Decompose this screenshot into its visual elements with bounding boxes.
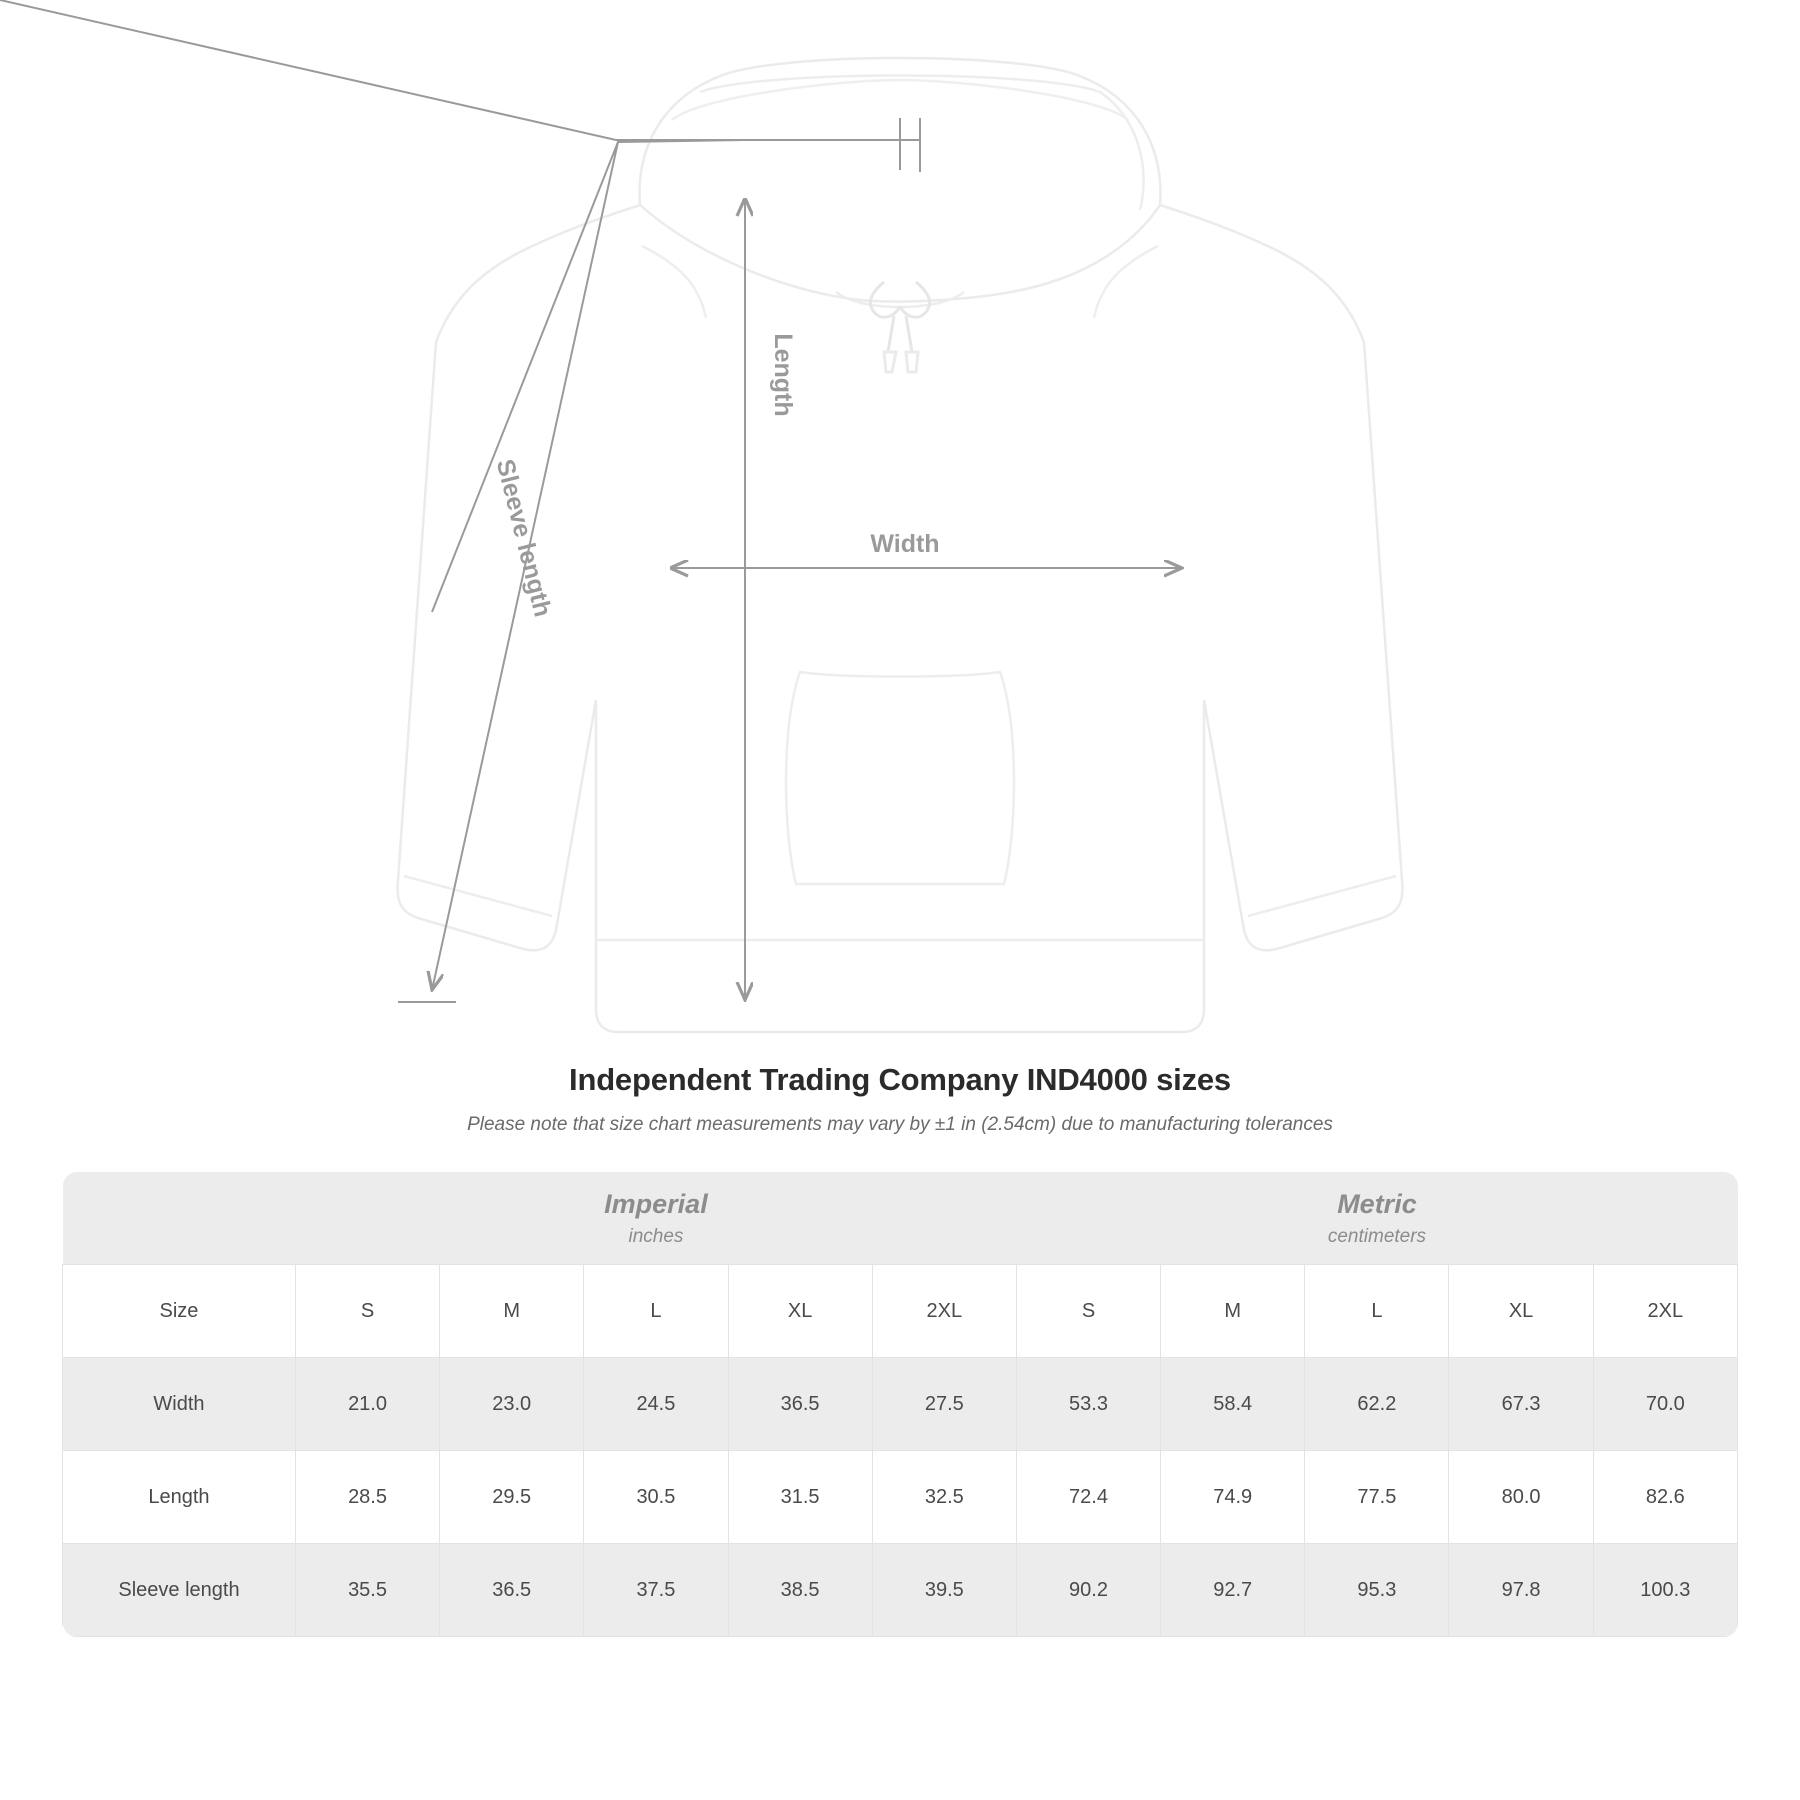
width-label: Width — [870, 530, 940, 558]
unit-metric-name: Metric — [1337, 1188, 1417, 1219]
row-label-width: Width — [63, 1358, 296, 1451]
table-row — [63, 1451, 1738, 1544]
table-row — [63, 1358, 1738, 1451]
table-cell: 36.5 — [440, 1544, 584, 1637]
table-cell: 58.4 — [1161, 1358, 1305, 1451]
unit-imperial-name: Imperial — [604, 1188, 708, 1219]
table-cell: 70.0 — [1593, 1358, 1737, 1451]
column-header-row — [63, 1265, 1738, 1358]
column-header-cell: 2XL — [1593, 1265, 1737, 1358]
table-cell: 27.5 — [872, 1358, 1016, 1451]
table-cell: 67.3 — [1449, 1358, 1593, 1451]
units-corner-cell — [63, 1172, 296, 1265]
column-header-cell: M — [1161, 1265, 1305, 1358]
unit-metric-sub: centimeters — [1327, 1226, 1427, 1248]
column-header-cell: S — [295, 1265, 439, 1358]
table-cell: 31.5 — [728, 1451, 872, 1544]
table-cell: 92.7 — [1161, 1544, 1305, 1637]
table-cell: 62.2 — [1305, 1358, 1449, 1451]
table-cell: 37.5 — [584, 1544, 728, 1637]
size-table — [62, 1172, 1738, 1637]
unit-group-imperial — [295, 1172, 1016, 1265]
table-cell: 100.3 — [1593, 1544, 1737, 1637]
table-cell: 36.5 — [728, 1358, 872, 1451]
column-header-cell: XL — [728, 1265, 872, 1358]
column-header-cell: M — [440, 1265, 584, 1358]
size-table-wrapper — [62, 1172, 1738, 1637]
table-cell: 32.5 — [872, 1451, 1016, 1544]
unit-group-metric — [1016, 1172, 1737, 1265]
table-cell: 53.3 — [1016, 1358, 1160, 1451]
table-cell: 29.5 — [440, 1451, 584, 1544]
table-cell: 90.2 — [1016, 1544, 1160, 1637]
chart-heading — [0, 1062, 1800, 1136]
page-title: Independent Trading Company IND4000 sizes — [569, 1062, 1231, 1097]
table-row — [63, 1544, 1738, 1637]
column-header-cell: L — [1305, 1265, 1449, 1358]
table-cell: 39.5 — [872, 1544, 1016, 1637]
table-cell: 21.0 — [295, 1358, 439, 1451]
column-header-cell: L — [584, 1265, 728, 1358]
table-cell: 77.5 — [1305, 1451, 1449, 1544]
table-cell: 82.6 — [1593, 1451, 1737, 1544]
table-cell: 95.3 — [1305, 1544, 1449, 1637]
sleeve-length-label: Sleeve length — [490, 456, 557, 620]
table-cell: 97.8 — [1449, 1544, 1593, 1637]
table-cell: 74.9 — [1161, 1451, 1305, 1544]
table-cell: 72.4 — [1016, 1451, 1160, 1544]
row-label-length: Length — [63, 1451, 296, 1544]
table-cell: 24.5 — [584, 1358, 728, 1451]
column-header-cell: S — [1016, 1265, 1160, 1358]
column-header-cell: 2XL — [872, 1265, 1016, 1358]
units-header-row — [63, 1172, 1738, 1265]
size-header-cell: Size — [63, 1265, 296, 1358]
table-cell: 38.5 — [728, 1544, 872, 1637]
table-cell: 28.5 — [295, 1451, 439, 1544]
unit-imperial-sub: inches — [628, 1226, 684, 1248]
table-cell: 30.5 — [584, 1451, 728, 1544]
tolerance-note: Please note that size chart measurements may vary by ±1 in (2.54cm) due to manufacturing tolerances — [467, 1114, 1333, 1135]
table-cell: 80.0 — [1449, 1451, 1593, 1544]
table-cell: 23.0 — [440, 1358, 584, 1451]
column-header-cell: XL — [1449, 1265, 1593, 1358]
row-label-sleeve-length: Sleeve length — [63, 1544, 296, 1637]
table-cell: 35.5 — [295, 1544, 439, 1637]
length-label: Length — [769, 333, 797, 417]
